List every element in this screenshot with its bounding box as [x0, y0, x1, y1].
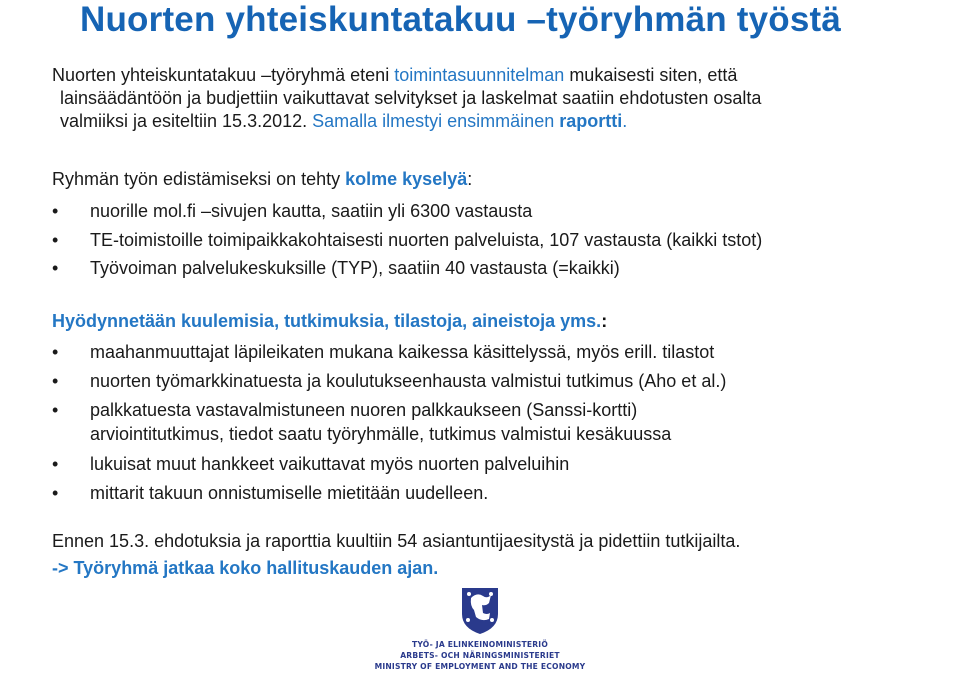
- intro-text: mukaisesti siten, että: [564, 65, 738, 85]
- survey-colon: :: [467, 169, 473, 189]
- logo-line-swedish: ARBETS- OCH NÄRINGSMINISTERIET: [400, 651, 560, 660]
- list-item-text: mittarit takuun onnistumiselle mietitään uudelleen.: [90, 482, 489, 503]
- list-item: [52, 395, 726, 450]
- intro-paragraph: [52, 64, 761, 133]
- list-item-text: nuorten työmarkkinatuesta ja koulutukseenhausta valmistui tutkimus (Aho et al.): [90, 370, 727, 391]
- logo-line-finnish: TYÖ- JA ELINKEINOMINISTERIÖ: [412, 640, 548, 649]
- list-item-text: nuorille mol.fi –sivujen kautta, saatiin yli 6300 vastausta: [90, 201, 533, 221]
- list-item: [52, 254, 762, 283]
- bullet-icon: •: [52, 370, 59, 391]
- list-item-text: Työvoiman palvelukeskuksille (TYP), saatiin 40 vastausta (=kaikki): [90, 258, 620, 278]
- survey-intro: [52, 168, 472, 191]
- survey-bullet-list: [52, 197, 762, 283]
- toimintasuunnitelma-link[interactable]: toimintasuunnitelman: [394, 65, 565, 85]
- bullet-icon: •: [52, 258, 59, 278]
- utilized-bullet-list: [52, 338, 726, 507]
- list-item: [52, 226, 762, 255]
- list-item: [52, 479, 726, 508]
- intro-text: lainsäädäntöön ja budjettiin vaikuttavat selvitykset ja laskelmat saatiin ehdotusten osalta: [60, 88, 762, 108]
- closing-text: Ennen 15.3. ehdotuksia ja raporttia kuultiin 54 asiantuntijaesitystä ja pidettiin tutkijailta.: [52, 531, 741, 551]
- utilized-heading: [52, 310, 607, 333]
- closing-emphasis: -> Työryhmä jatkaa koko hallituskauden ajan.: [52, 558, 439, 578]
- slide-title: Nuorten yhteiskuntatakuu –työryhmän työstä: [80, 0, 842, 39]
- bullet-icon: •: [52, 454, 59, 474]
- list-item-text: lukuisat muut hankkeet vaikuttavat myös nuorten palveluihin: [90, 454, 570, 474]
- closing-paragraph: [52, 528, 740, 582]
- list-item-text: palkkatuesta vastavalmistuneen nuoren palkkaukseen (Sanssi-kortti): [90, 400, 638, 420]
- list-item-text: maahanmuuttajat läpileikaten mukana kaikessa käsittelyssä, myös erill. tilastot: [90, 342, 715, 362]
- list-item: [52, 197, 762, 226]
- bullet-icon: •: [52, 229, 59, 250]
- list-item-text: TE-toimistoille toimipaikkakohtaisesti nuorten palveluista, 107 vastausta (kaikki tstot): [90, 229, 763, 250]
- survey-highlight: kolme kyselyä: [345, 169, 468, 189]
- survey-intro-text: Ryhmän työn edistämiseksi on tehty: [52, 169, 346, 189]
- ministry-logo: [360, 584, 600, 694]
- list-item: [52, 338, 726, 367]
- intro-text: Nuorten yhteiskuntatakuu –työryhmä eteni: [52, 65, 395, 85]
- utilized-heading-text: Hyödynnetään kuulemisia, tutkimuksia, tilastoja, aineistoja yms.: [52, 311, 602, 331]
- bullet-icon: •: [52, 201, 59, 221]
- bullet-icon: •: [52, 400, 59, 420]
- logo-line-english: MINISTRY OF EMPLOYMENT AND THE ECONOMY: [374, 662, 586, 671]
- raportti-link[interactable]: raportti: [559, 111, 623, 131]
- intro-period: .: [622, 111, 628, 131]
- bullet-icon: •: [52, 342, 59, 362]
- finnish-lion-emblem-icon: [458, 584, 502, 636]
- intro-text-highlight: Samalla ilmestyi ensimmäinen: [312, 111, 560, 131]
- list-item-text-continued: arviointitutkimus, tiedot saatu työryhmälle, tutkimus valmistui kesäkuussa: [90, 424, 672, 444]
- list-item: [52, 450, 726, 479]
- bullet-icon: •: [52, 482, 59, 503]
- utilized-colon: :: [601, 311, 608, 331]
- intro-text: valmiiksi ja esiteltiin 15.3.2012.: [60, 111, 313, 131]
- list-item: [52, 367, 726, 396]
